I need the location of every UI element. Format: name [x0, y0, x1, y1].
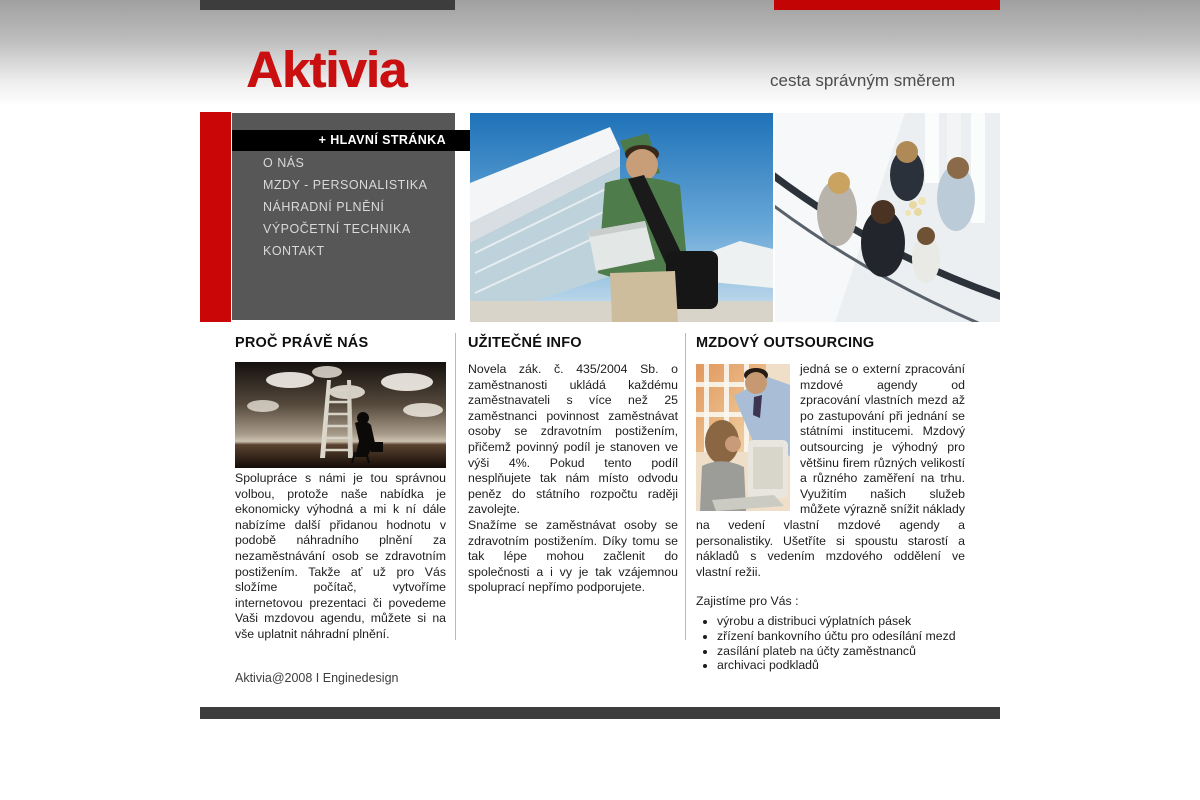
ladder-illustration — [235, 362, 446, 468]
red-accent-column — [200, 112, 231, 322]
services-list — [696, 614, 965, 673]
why-us-heading: PROČ PRÁVĚ NÁS — [235, 335, 369, 351]
top-red-bar — [774, 0, 1000, 10]
main-menu — [232, 113, 455, 320]
why-us-text: Spolupráce s námi je tou správnou volbou, protože naše nabídka je ekonomicky výhodná a mi k ní dále nabízíme další přidanou hodnotu v podobě náhradního plnění za nezaměstnávání osob se zdravotním postižením. Takže ať už pro Vás složíme počítač, vytvoříme internetovou prezentaci či povedeme Vaši mzdovou agendu, můžete si na vše uplatnit náhradní plnění. — [235, 471, 446, 641]
outsourcing-heading: MZDOVÝ OUTSOURCING — [696, 335, 875, 351]
menu-item-nahradni-plneni[interactable]: NÁHRADNÍ PLNĚNÍ — [263, 200, 385, 214]
column-divider — [685, 333, 686, 640]
service-item: • archivaci podkladů — [717, 658, 965, 673]
useful-info-paragraph-2: Snažíme se zaměstnávat osoby se zdravotním postižením. Díky tomu se tak lépe mohou začlenit do společnosti a i vy je tak vzájemnou spoluprací nepřímo podporujete. — [468, 517, 678, 595]
footer-credit: Aktivia@2008 I Enginedesign — [235, 671, 399, 685]
section-useful-info — [468, 335, 678, 596]
man-laptop-illustration — [470, 113, 773, 322]
menu-item-o-nas[interactable]: O NÁS — [263, 156, 305, 170]
top-dark-bar — [200, 0, 455, 10]
menu-item-home-active[interactable]: + HLAVNÍ STRÁNKA — [232, 130, 470, 151]
brand-tagline: cesta správným směrem — [770, 71, 956, 90]
menu-item-kontakt[interactable]: KONTAKT — [263, 244, 325, 258]
site-logo[interactable]: Aktivia — [246, 41, 407, 98]
menu-item-vypocetni-technika[interactable]: VÝPOČETNÍ TECHNIKA — [263, 222, 411, 236]
hero-photo-group-toast — [775, 113, 1000, 322]
hero-photo-man-laptop — [470, 113, 773, 322]
column-divider — [455, 333, 456, 640]
section-why-us — [235, 335, 446, 643]
section-outsourcing — [696, 335, 965, 673]
bottom-dark-bar — [200, 707, 1000, 719]
service-item: • zasílání plateb na účty zaměstnanců — [717, 644, 965, 659]
useful-info-heading: UŽITEČNÉ INFO — [468, 335, 582, 351]
office-illustration — [696, 364, 790, 511]
office-computer-photo — [696, 364, 790, 511]
ladder-field-photo — [235, 362, 446, 468]
outsourcing-body — [696, 362, 965, 580]
outsourcing-text: jedná se o externí zpracování mzdové agendy od zpracování vlastních mezd až po zastupování při jednání se státními institucemi. Mzdový outsourcing je výhodný pro většinu firem různých velikostí a různého zaměření na trhu. Využitím našich služeb můžete výrazně snížit náklady na vedení vlastní mzdové agendy a personalistiky. Ušetříte si spoustu starostí a nákladů s vedením mzdového oddělení ve vlastní režii. — [696, 362, 965, 579]
service-item: • výrobu a distribuci výplatních pásek — [717, 614, 965, 629]
menu-list — [263, 152, 427, 262]
service-item: • zřízení bankovního účtu pro odesílání mezd — [717, 629, 965, 644]
useful-info-paragraph-1: Novela zák. č. 435/2004 Sb. o zaměstnanosti ukládá každému zaměstnavateli s více než 25 zaměstnanci povinnost zaměstnávat osoby se zdravotním postižením, přičemž povinný podíl je stanoven ve výši 4%. Pokud tento podíl nesplňujete tak nám místo odvodu peněz do státního rozpočtu raději zavolejte. — [468, 362, 678, 517]
services-list-intro: Zajistíme pro Vás : — [696, 594, 799, 609]
header-gradient-band — [0, 0, 1200, 108]
group-toast-illustration — [775, 113, 1000, 322]
menu-item-mzdy-personalistika[interactable]: MZDY - PERSONALISTIKA — [263, 178, 428, 192]
